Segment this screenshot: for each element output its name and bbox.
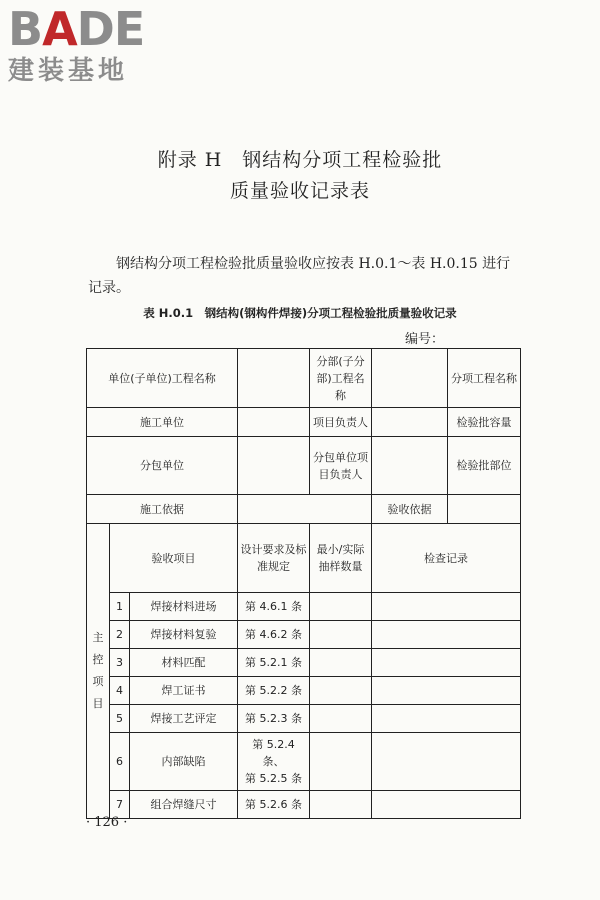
project-manager-label: 项目负责人	[310, 408, 372, 437]
table-row	[87, 705, 521, 733]
acceptance-basis-value[interactable]	[448, 495, 521, 524]
logo-subtitle: 建装基地	[8, 56, 129, 86]
acceptance-basis-label: 验收依据	[372, 495, 448, 524]
subcontractor-value[interactable]	[238, 437, 310, 495]
item-name: 内部缺陷	[130, 733, 238, 791]
item-number: 4	[110, 677, 130, 705]
item-clause: 第 5.2.3 条	[238, 705, 310, 733]
table-row	[87, 621, 521, 649]
page-number: · 126 ·	[86, 815, 128, 830]
item-record-cell[interactable]	[372, 593, 521, 621]
item-name: 组合焊缝尺寸	[130, 791, 238, 819]
item-number: 2	[110, 621, 130, 649]
item-sample-cell[interactable]	[310, 593, 372, 621]
item-record-cell[interactable]	[372, 649, 521, 677]
item-clause: 第 5.2.6 条	[238, 791, 310, 819]
basis-value[interactable]	[238, 495, 372, 524]
batch-capacity-label: 检验批容量	[448, 408, 521, 437]
table-row	[87, 649, 521, 677]
appendix-heading: 附录 H 钢结构分项工程检验批	[157, 149, 443, 171]
item-sample-cell[interactable]	[310, 677, 372, 705]
item-number: 6	[110, 733, 130, 791]
item-clause: 第 4.6.1 条	[238, 593, 310, 621]
item-sample-cell[interactable]	[310, 705, 372, 733]
sub-manager-value[interactable]	[372, 437, 448, 495]
contractor-label: 施工单位	[87, 408, 238, 437]
item-clause: 第 5.2.1 条	[238, 649, 310, 677]
item-number: 1	[110, 593, 130, 621]
basis-label: 施工依据	[87, 495, 238, 524]
item-name: 焊接材料进场	[130, 593, 238, 621]
logo-wordmark: BADE	[8, 2, 145, 56]
table-row	[87, 593, 521, 621]
subcontractor-label: 分包单位	[87, 437, 238, 495]
item-number: 7	[110, 791, 130, 819]
header-design-requirement: 设计要求及标准规定	[238, 524, 310, 593]
batch-location-label: 检验批部位	[448, 437, 521, 495]
item-sample-cell[interactable]	[310, 791, 372, 819]
item-number: 5	[110, 705, 130, 733]
division-name-label: 分部(子分部)工程名称	[310, 349, 372, 408]
header-check-record: 检查记录	[372, 524, 521, 593]
serial-number-label: 编号：	[405, 332, 445, 347]
item-record-cell[interactable]	[372, 621, 521, 649]
item-name: 焊工证书	[130, 677, 238, 705]
main-control-items-label: 主 控 项 目	[87, 524, 110, 819]
item-number: 3	[110, 649, 130, 677]
item-clause: 第 4.6.2 条	[238, 621, 310, 649]
unit-name-label: 单位(子单位)工程名称	[87, 349, 238, 408]
table-row	[87, 677, 521, 705]
item-name: 材料匹配	[130, 649, 238, 677]
item-record-cell[interactable]	[372, 733, 521, 791]
item-record-cell[interactable]	[372, 791, 521, 819]
project-manager-value[interactable]	[372, 408, 448, 437]
item-sample-cell[interactable]	[310, 733, 372, 791]
item-sample-cell[interactable]	[310, 649, 372, 677]
item-name: 焊接工艺评定	[130, 705, 238, 733]
item-record-cell[interactable]	[372, 705, 521, 733]
subitem-name-label: 分项工程名称	[448, 349, 521, 408]
unit-name-value[interactable]	[238, 349, 310, 408]
header-sample-count: 最小/实际抽样数量	[310, 524, 372, 593]
sub-manager-label: 分包单位项目负责人	[310, 437, 372, 495]
table-caption: 表 H.0.1 钢结构(钢构件焊接)分项工程检验批质量验收记录	[143, 306, 457, 320]
item-sample-cell[interactable]	[310, 621, 372, 649]
bade-logo	[8, 2, 178, 96]
intro-paragraph: 钢结构分项工程检验批质量验收应按表 H.0.1～表 H.0.15 进行记录。	[88, 256, 511, 296]
item-clause: 第 5.2.4 条、 第 5.2.5 条	[238, 733, 310, 791]
item-clause: 第 5.2.2 条	[238, 677, 310, 705]
table-row	[87, 733, 521, 791]
division-name-value[interactable]	[372, 349, 448, 408]
header-item: 验收项目	[110, 524, 238, 593]
contractor-value[interactable]	[238, 408, 310, 437]
appendix-heading-line2: 质量验收记录表	[229, 180, 370, 202]
item-record-cell[interactable]	[372, 677, 521, 705]
inspection-record-table	[86, 348, 521, 819]
item-name: 焊接材料复验	[130, 621, 238, 649]
table-row	[87, 791, 521, 819]
